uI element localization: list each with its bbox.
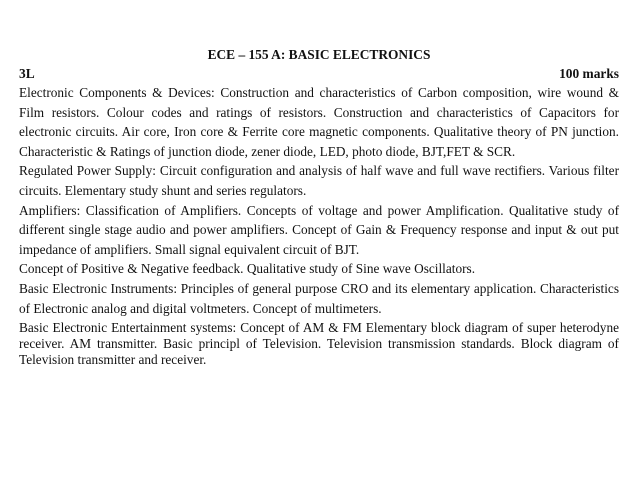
- credits-label: 3L: [19, 66, 35, 81]
- paragraph-power-supply: Regulated Power Supply: Circuit configuration and analysis of half wave and full wave rectifiers. Various filter circuits. Elementary study shunt and series regulators.: [19, 163, 619, 198]
- course-meta: [19, 66, 619, 82]
- paragraph-feedback: Concept of Positive & Negative feedback. Qualitative study of Sine wave Oscillators.: [19, 261, 476, 277]
- paragraph-amplifiers: Amplifiers: Classification of Amplifiers. Concepts of voltage and power Amplification. Qualitative study of different single stage audio and power amplifiers. Concept of Gain & Frequency response and input & out put impedance of amplifiers. Small signal equivalent circuit of BJT.: [19, 202, 619, 257]
- marks-label: 100 marks: [559, 66, 619, 81]
- syllabus-body: [19, 83, 619, 368]
- paragraph-instruments: Basic Electronic Instruments: Principles of general purpose CRO and its elementary application. Characteristics of Electronic analog and digital voltmeters. Concept of multimeters.: [19, 280, 619, 316]
- paragraph-entertainment: Basic Electronic Entertainment systems: Concept of AM & FM Elementary block diagram of super heterodyne receiver. AM transmitter. Basic principl of Television. Television transmission standards. Block diagram of Television transmitter and receiver.: [19, 320, 619, 368]
- page-title: ECE – 155 A: BASIC ELECTRONICS: [207, 47, 431, 62]
- paragraph-components: Electronic Components & Devices: Construction and characteristics of Carbon composition, wire wound & Film resistors. Colour codes and ratings of resistors. Construction and characteristics of Capacitors for electronic circuits. Air core, Iron core & Ferrite core magnetic components. Qualitative theory of PN junction. Characteristic & Ratings of junction diode, zener diode, LED, photo diode, BJT,FET & SCR.: [19, 85, 619, 159]
